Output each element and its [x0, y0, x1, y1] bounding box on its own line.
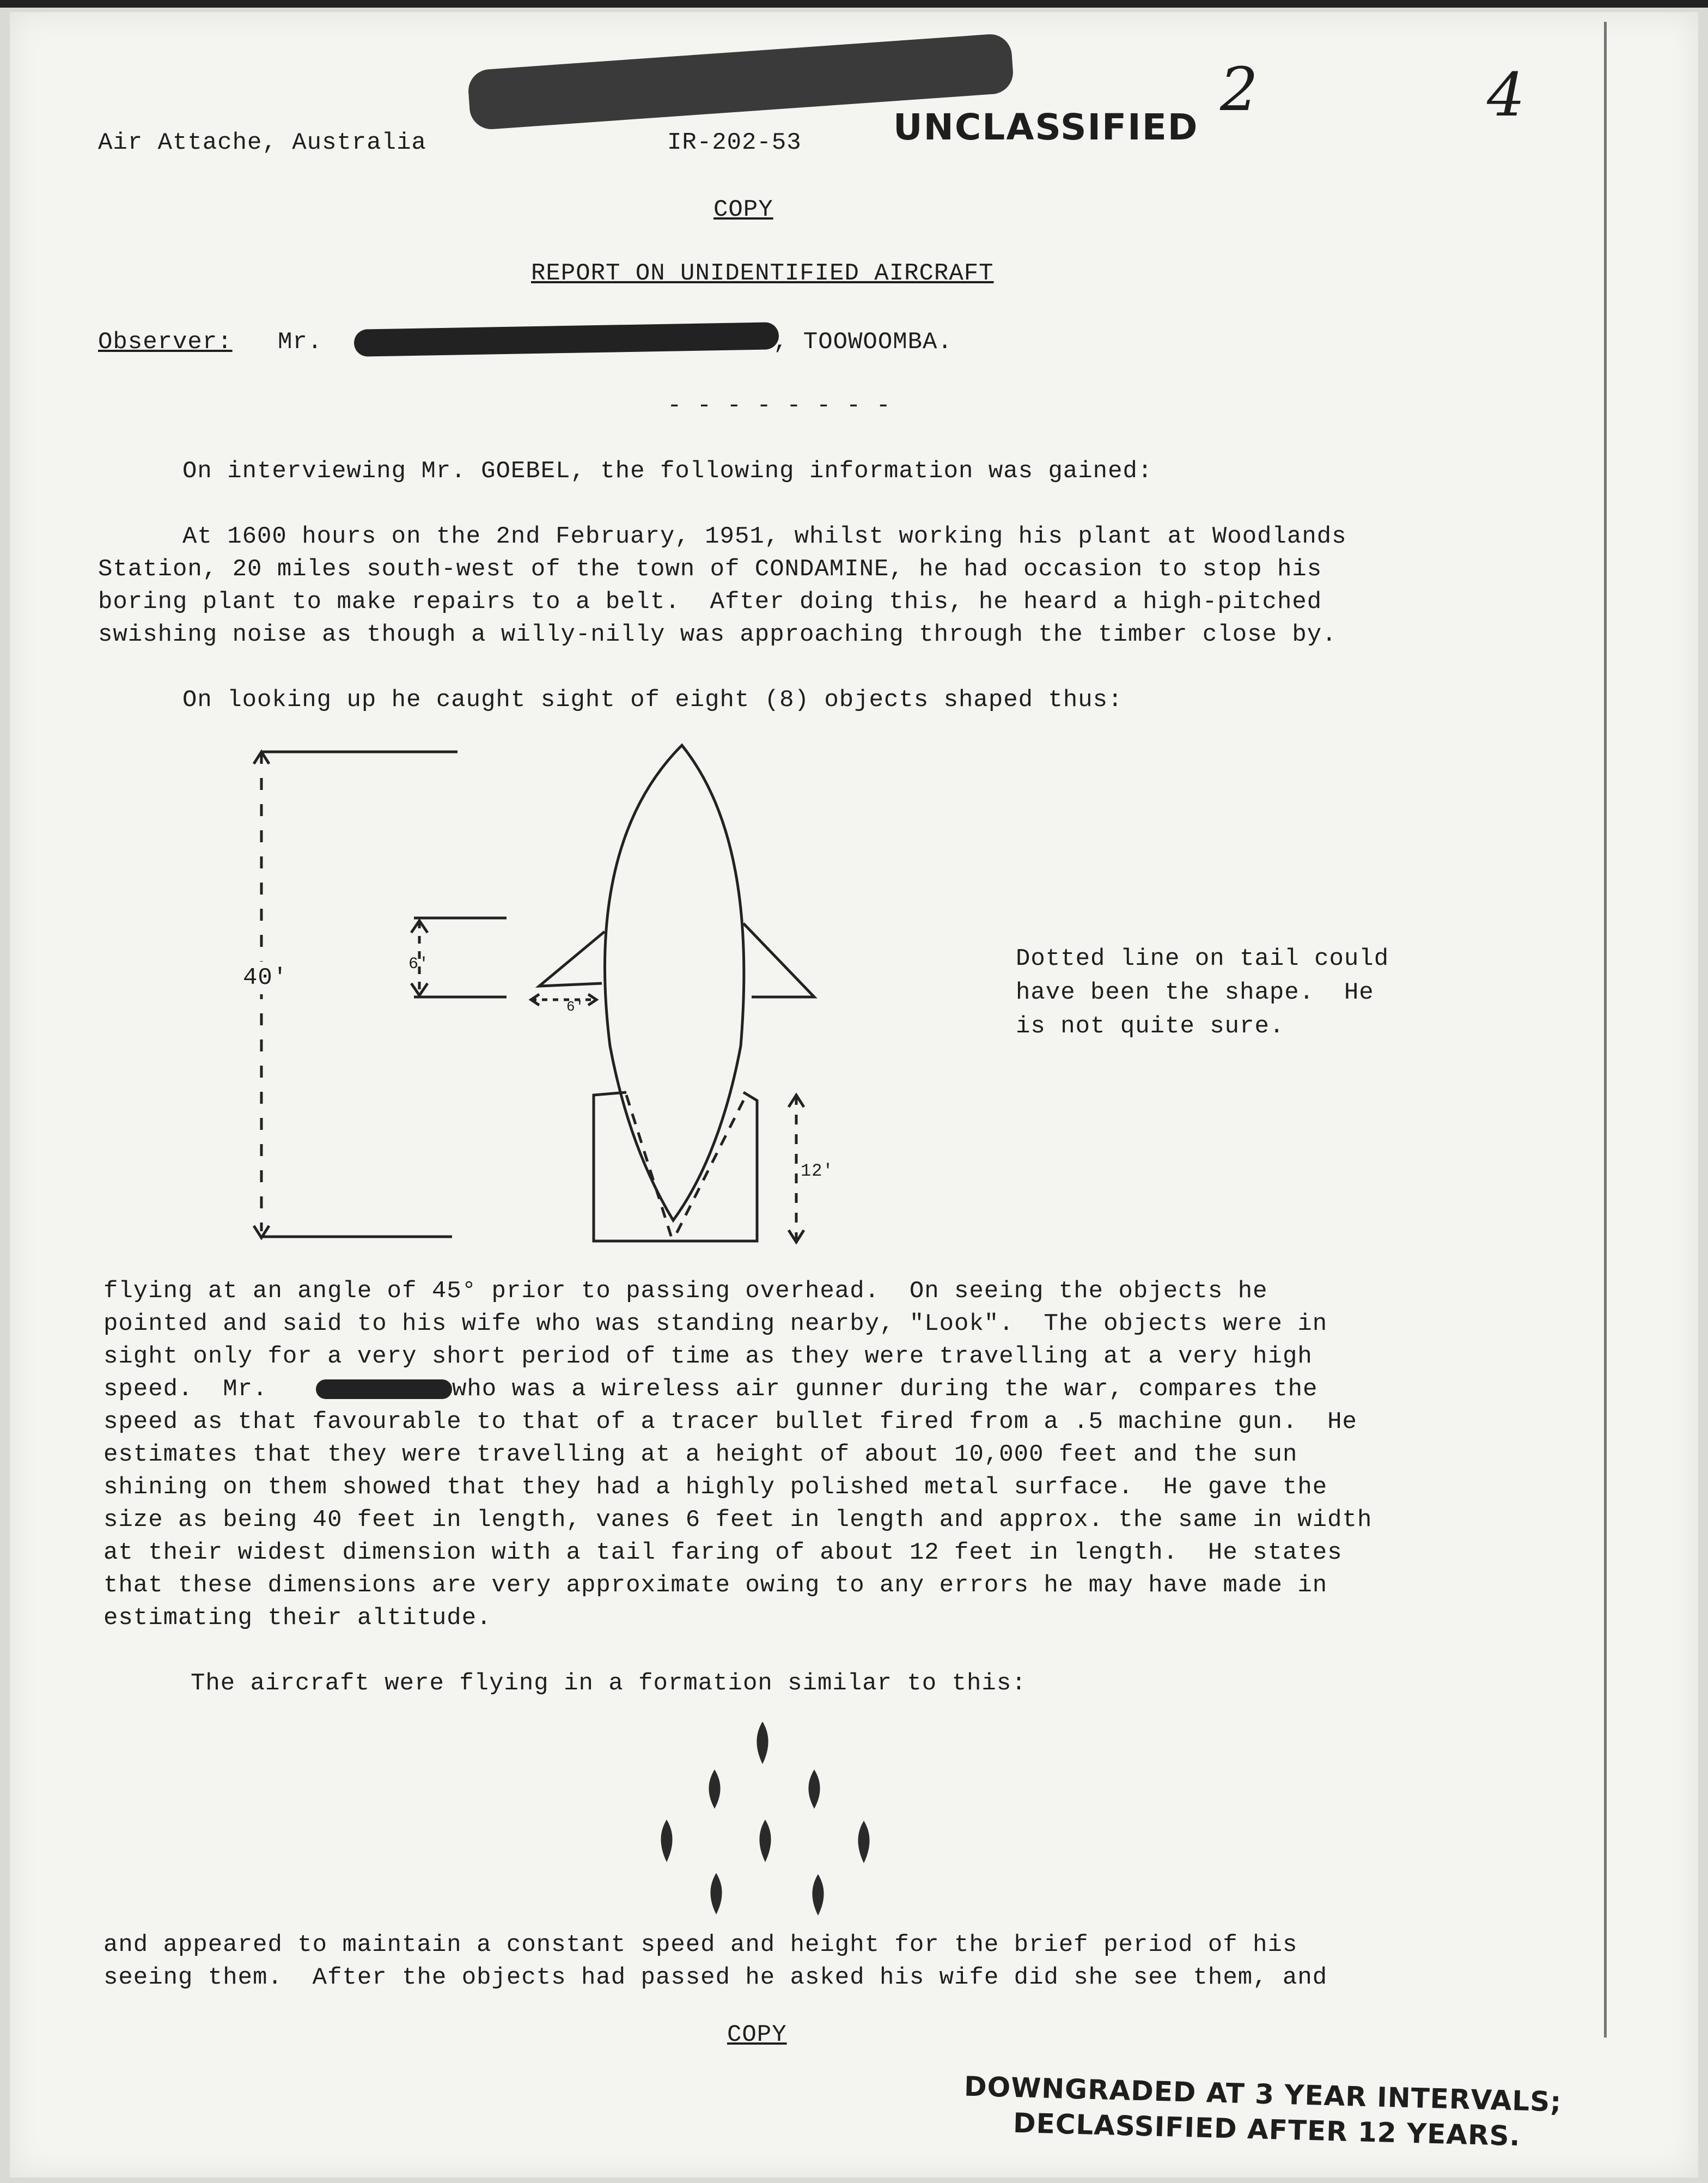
- formation-object-4: [661, 1820, 672, 1862]
- paragraph-shape-intro: On looking up he caught sight of eight (8) objects shaped thus:: [182, 686, 1123, 714]
- observer-label: Observer:: [98, 329, 233, 356]
- paragraph-2-line-4: swishing noise as though a willy-nilly was approaching through the timber close by.: [98, 621, 1337, 648]
- page-edge-line: [1604, 22, 1607, 2038]
- formation-object-5: [759, 1820, 771, 1862]
- paragraph-4-line-3: sight only for a very short period of time as they were travelling at a very high: [103, 1343, 1313, 1370]
- paragraph-6-line-1: and appeared to maintain a constant speed and height for the brief period of his: [103, 1931, 1298, 1959]
- paragraph-2-line-2: Station, 20 miles south-west of the town of CONDAMINE, he had occasion to stop his: [98, 556, 1322, 583]
- dimension-12-feet: 12': [801, 1161, 834, 1181]
- formation-object-7: [710, 1873, 722, 1914]
- header-left: Air Attache, Australia: [98, 129, 426, 156]
- dimension-6-feet-vertical: 6': [408, 955, 430, 974]
- formation-object-2: [709, 1769, 720, 1809]
- observer-prefix: Mr.: [278, 329, 323, 356]
- diagram-note-line-1: Dotted line on tail could: [1016, 945, 1389, 972]
- paragraph-4-line-5: speed as that favourable to that of a tracer bullet fired from a .5 machine gun. He: [103, 1408, 1357, 1436]
- formation-object-1: [757, 1722, 768, 1764]
- report-number: IR-202-53: [667, 129, 802, 156]
- dimension-6-feet-horizontal: 6': [566, 999, 585, 1015]
- paragraph-4-line-4: speed. Mr.: [103, 1376, 268, 1403]
- paragraph-4-line-4-rest: who was a wireless air gunner during the war, compares the: [452, 1376, 1318, 1403]
- paragraph-2-line-3: boring plant to make repairs to a belt. After doing this, he heard a high-pitched: [98, 588, 1322, 616]
- copy-label-bottom: COPY: [727, 2021, 787, 2048]
- formation-object-3: [808, 1769, 820, 1809]
- handwritten-number-2: 2: [1220, 54, 1258, 124]
- copy-label-top: COPY: [713, 196, 773, 223]
- dimension-40-feet: 40': [240, 962, 291, 994]
- diagram-note-line-2: have been the shape. He: [1016, 979, 1374, 1006]
- observer-location: , TOOWOOMBA.: [773, 329, 953, 356]
- report-title: REPORT ON UNIDENTIFIED AIRCRAFT: [531, 260, 994, 287]
- diagram-note-line-3: is not quite sure.: [1016, 1013, 1285, 1040]
- formation-diagram: [626, 1716, 899, 1934]
- paragraph-4-line-10: that these dimensions are very approximate owing to any errors he may have made in: [103, 1572, 1328, 1599]
- separator: - - - - - - - -: [667, 392, 892, 419]
- paragraph-4-line-8: size as being 40 feet in length, vanes 6 feet in length and approx. the same in width: [103, 1506, 1372, 1534]
- paragraph-4-line-2: pointed and said to his wife who was standing nearby, "Look". The objects were in: [103, 1310, 1328, 1337]
- paragraph-4-line-1: flying at an angle of 45° prior to passing overhead. On seeing the objects he: [103, 1278, 1268, 1305]
- paragraph-4-line-7: shining on them showed that they had a highly polished metal surface. He gave the: [103, 1474, 1328, 1501]
- downgrade-stamp-line-2: DECLASSIFIED AFTER 12 YEARS.: [1012, 2107, 1521, 2152]
- paragraph-4-line-9: at their widest dimension with a tail faring of about 12 feet in length. He states: [103, 1539, 1343, 1566]
- formation-object-8: [812, 1874, 823, 1916]
- handwritten-number-4: 4: [1487, 60, 1525, 130]
- paragraph-interview: On interviewing Mr. GOEBEL, the following information was gained:: [182, 458, 1153, 485]
- classification-stamp: UNCLASSIFIED: [893, 106, 1199, 148]
- formation-object-6: [858, 1821, 869, 1863]
- object-shape-diagram: [0, 0, 871, 545]
- object-shape-drawing: [234, 741, 888, 1264]
- downgrade-stamp-line-1: DOWNGRADED AT 3 YEAR INTERVALS;: [963, 2070, 1562, 2118]
- paragraph-2-line-1: At 1600 hours on the 2nd February, 1951, whilst working his plant at Woodlands: [182, 523, 1347, 550]
- paragraph-6-line-2: seeing them. After the objects had passed he asked his wife did she see them, and: [103, 1964, 1328, 1991]
- paragraph-4-line-11: estimating their altitude.: [103, 1604, 492, 1632]
- paragraph-4-line-6: estimates that they were travelling at a height of about 10,000 feet and the sun: [103, 1441, 1298, 1468]
- redaction-surname: [316, 1379, 452, 1399]
- paragraph-formation-intro: The aircraft were flying in a formation similar to this:: [191, 1670, 1027, 1697]
